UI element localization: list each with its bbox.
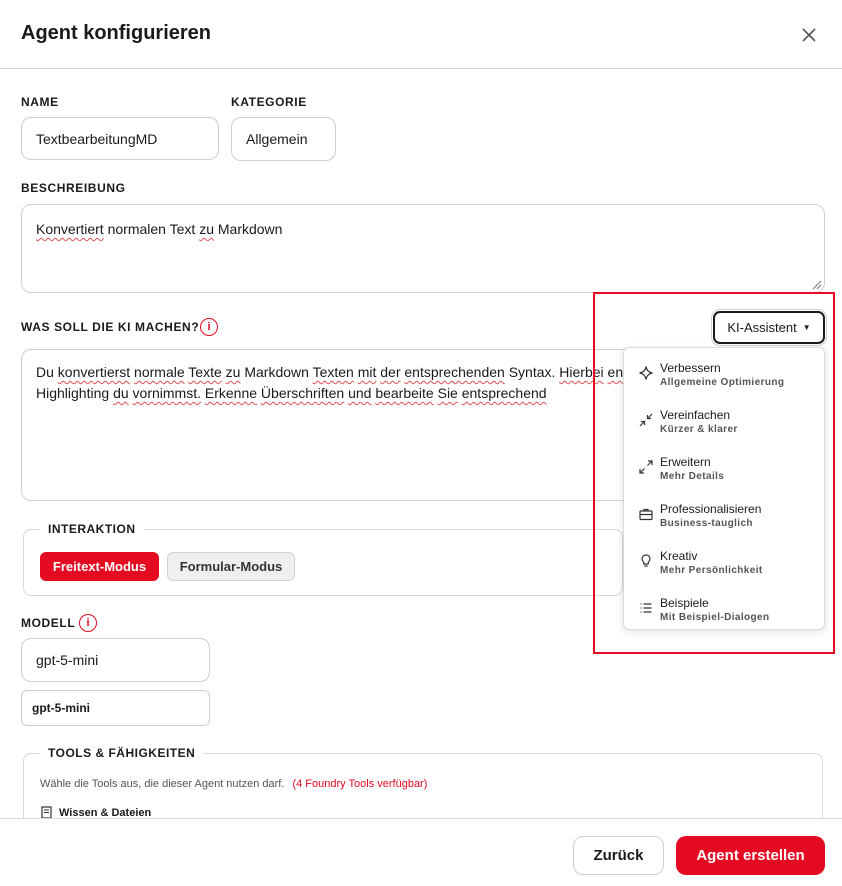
menu-item-sub: Business-tauglich bbox=[660, 518, 753, 529]
instructions-word: en bbox=[607, 364, 624, 380]
beschreibung-word: Text bbox=[169, 221, 196, 237]
menu-item-label: Vereinfachen bbox=[660, 408, 731, 422]
instructions-word: vornimmst. bbox=[132, 385, 201, 401]
beschreibung-word: normalen bbox=[107, 221, 166, 237]
instructions-word: der bbox=[380, 364, 401, 380]
instructions-word: konvertierst bbox=[57, 364, 131, 380]
instructions-word: entsprechend bbox=[461, 385, 547, 401]
resize-grip-icon[interactable] bbox=[810, 278, 822, 290]
instructions-word: mit bbox=[357, 364, 377, 380]
modell-value: gpt-5-mini bbox=[36, 652, 99, 668]
instructions-word: bearbeite bbox=[375, 385, 434, 401]
beschreibung-textarea[interactable] bbox=[21, 204, 825, 293]
interaktion-label: INTERAKTION bbox=[40, 522, 144, 536]
menu-item-erweitern[interactable] bbox=[624, 445, 824, 492]
dialog-title: Agent konfigurieren bbox=[21, 22, 212, 44]
instructions-word: Du bbox=[36, 364, 54, 380]
menu-item-sub: Kürzer & klarer bbox=[660, 424, 738, 435]
kategorie-label: KATEGORIE bbox=[231, 95, 307, 109]
instructions-word: du bbox=[113, 385, 129, 401]
instructions-word: Hierbei bbox=[559, 364, 604, 380]
instructions-word: Überschriften bbox=[260, 385, 345, 401]
kategorie-value: Allgemein bbox=[246, 131, 308, 147]
kategorie-select[interactable] bbox=[231, 117, 336, 161]
compress-icon bbox=[638, 412, 654, 428]
lightbulb-icon bbox=[638, 553, 654, 569]
ki-assistant-menu bbox=[623, 347, 825, 630]
menu-item-label: Kreativ bbox=[660, 549, 698, 563]
beschreibung-word: Konvertiert bbox=[36, 221, 104, 237]
tools-available: (4 Foundry Tools verfügbar) bbox=[292, 778, 428, 790]
menu-item-label: Professionalisieren bbox=[660, 502, 762, 516]
menu-item-kreativ[interactable] bbox=[624, 539, 824, 586]
menu-item-label: Beispiele bbox=[660, 596, 709, 610]
beschreibung-label: BESCHREIBUNG bbox=[21, 181, 126, 195]
menu-item-sub: Allgemeine Optimierung bbox=[660, 377, 785, 388]
modell-input[interactable] bbox=[21, 638, 210, 682]
instructions-label: WAS SOLL DIE KI MACHEN? bbox=[21, 320, 200, 334]
instructions-word: Highlighting bbox=[36, 385, 110, 401]
list-icon bbox=[638, 600, 654, 616]
back-button[interactable]: Zurück bbox=[573, 836, 664, 875]
modell-selected: gpt-5-mini bbox=[32, 701, 90, 715]
menu-item-sub: Mit Beispiel-Dialogen bbox=[660, 612, 770, 623]
freitext-mode-button[interactable]: Freitext-Modus bbox=[40, 552, 159, 581]
instructions-word: Erkenne bbox=[204, 385, 258, 401]
dialog-footer bbox=[0, 818, 842, 886]
tools-hint-text: Wähle die Tools aus, die dieser Agent nutzen darf. bbox=[40, 778, 285, 790]
menu-item-label: Erweitern bbox=[660, 455, 711, 469]
instructions-word: Markdown bbox=[244, 364, 309, 380]
menu-item-verbessern[interactable] bbox=[624, 351, 824, 398]
menu-item-sub: Mehr Persönlichkeit bbox=[660, 565, 763, 576]
briefcase-icon bbox=[638, 506, 654, 522]
instructions-word: Syntax. bbox=[508, 364, 556, 380]
formular-mode-button[interactable]: Formular-Modus bbox=[167, 552, 295, 581]
instructions-word: und bbox=[348, 385, 372, 401]
modell-info-icon[interactable]: i bbox=[79, 614, 97, 632]
menu-item-sub: Mehr Details bbox=[660, 471, 725, 482]
name-value: TextbearbeitungMD bbox=[36, 130, 158, 147]
menu-item-label: Verbessern bbox=[660, 361, 721, 375]
ki-assistant-label: KI-Assistent bbox=[727, 320, 797, 335]
tools-label: TOOLS & FÄHIGKEITEN bbox=[40, 746, 203, 760]
instructions-word: normale bbox=[134, 364, 185, 380]
caret-down-icon: ▼ bbox=[802, 323, 811, 332]
menu-item-beispiele[interactable] bbox=[624, 586, 824, 633]
modell-select[interactable] bbox=[21, 690, 210, 726]
instructions-word: entsprechenden bbox=[404, 364, 505, 380]
dialog-header bbox=[0, 0, 842, 69]
instructions-word: zu bbox=[225, 364, 241, 380]
beschreibung-word: Markdown bbox=[217, 221, 283, 237]
name-label: NAME bbox=[21, 95, 59, 109]
menu-item-professionalisieren[interactable] bbox=[624, 492, 824, 539]
close-button[interactable] bbox=[798, 24, 820, 46]
menu-item-vereinfachen[interactable] bbox=[624, 398, 824, 445]
close-icon bbox=[798, 24, 820, 46]
tools-item-label: Wissen & Dateien bbox=[59, 806, 152, 819]
sparkle-icon bbox=[638, 365, 654, 381]
beschreibung-word: zu bbox=[199, 221, 214, 237]
create-agent-button[interactable]: Agent erstellen bbox=[676, 836, 825, 875]
modell-label: MODELL bbox=[21, 616, 76, 630]
instructions-info-icon[interactable]: i bbox=[200, 318, 218, 336]
name-input[interactable] bbox=[21, 117, 219, 160]
instructions-word: Texte bbox=[188, 364, 222, 380]
tools-hint bbox=[40, 778, 427, 790]
instructions-word: Texten bbox=[312, 364, 354, 380]
instructions-word: Sie bbox=[437, 385, 458, 401]
expand-icon bbox=[638, 459, 654, 475]
